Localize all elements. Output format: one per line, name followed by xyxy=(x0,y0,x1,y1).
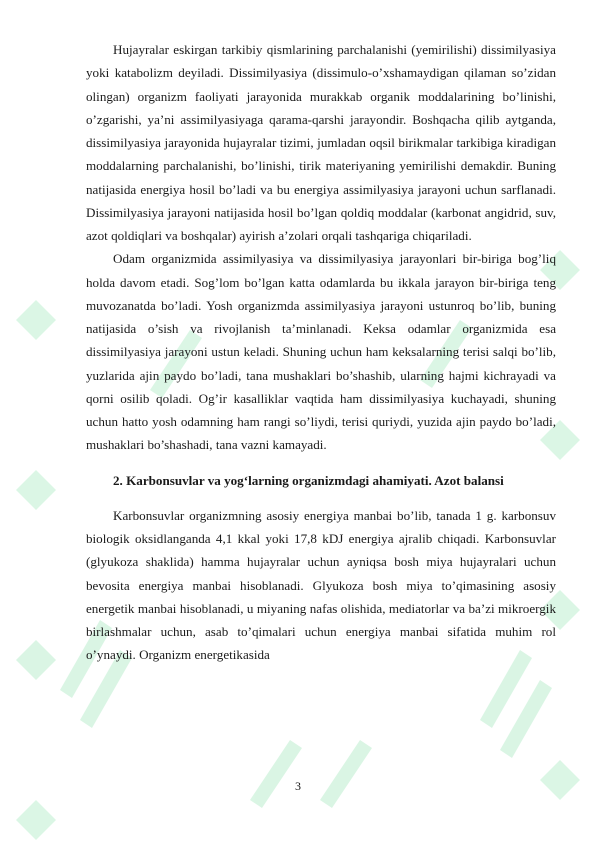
paragraph-carbohydrates: Karbonsuvlar organizmning asosiy energiya manbai bo’lib, tanada 1 g. karbonsuv biologik oksidlanganda 4,1 kkal yoki 17,8 kDJ energiya ajralib chiqadi. Karbonsuvlar (glyukoza shaklida) hamma hujayralar uchun ayniqsa bosh miya hujayralari uchun bevosita energiya manbai hisoblanadi. Glyukoza bosh miya to’qimasining asosiy energetik manbai hisoblanadi, u miyaning nafas olishida, mediatorlar va ba’zi mikroergik birlashmalar uchun, asab to’qimalari uchun energiya manbai sifatida muhim rol o’ynaydi. Organizm energetikasida xyxy=(86,507,556,663)
document-page xyxy=(86,38,556,667)
paragraph-balance: Odam organizmida assimilyasiya va dissimilyasiya jarayonlari bir-biriga bog’liq holda davom etadi. Sog’lom bo’lgan katta odamlarda bu ikkala jarayon bir-biriga teng muvozanatda bo’ladi. Yosh organizmda assimilyasiya jarayoni ustunroq bo’lib, buning natijasida o’sish va rivojlanish ta’minlanadi. Keksa odamlar organizmida esa dissimilyasiya jarayoni ustun keladi. Shuning uchun ham keksalarning terisi salqi bo’lib, yuzlarida ajin paydo bo’ladi, tana mushaklari bo’shashib, ularning hajmi kichrayadi va qorni osilib qoladi. Og’ir kasalliklar vaqtida ham dissimilyasiya kuchayadi, shuning uchun hatto yosh odamning ham rangi so’liydi, terisi quriydi, yuzida ajin paydo bo’ladi, mushaklari bo’shashadi, tana vazni kamayadi. xyxy=(86,251,556,453)
paragraph-dissimilation: Hujayralar eskirgan tarkibiy qismlarining parchalanishi (yemirilishi) dissimilyasiya yoki katabolizm deyiladi. Dissimilyasiya (dissimulo-o’xshamaydigan qilaman so’zidan olingan) organizm faoliyati jarayonida murakkab organik moddalarining bo’linishi, o’zgarishi, ya’ni assimilyasiyaga qarama-qarshi jarayondir. Boshqacha qilib aytganda, dissimilyasiya jarayonida hujayralar tizimi, jumladan oqsil birikmalar tarkibiga kiradigan moddalarning parchalanishi, bo’linishi, tirik materiyaning yemirilishi demakdir. Buning natijasida energiya hosil bo’ladi va bu energiya assimilyasiya jarayoni uchun sarflanadi. Dissimilyasiya jarayoni natijasida hosil bo’lgan qoldiq moddalar (karbonat angidrid, suv, azot qoldiqlari va boshqalar) ayirish a’zolari orqali tashqariga chiqariladi. xyxy=(86,42,556,243)
section-heading: 2. Karbonsuvlar va yog‘larning organizmdagi ahamiyati. Azot balansi xyxy=(113,472,504,488)
page-number: 3 xyxy=(295,779,301,793)
